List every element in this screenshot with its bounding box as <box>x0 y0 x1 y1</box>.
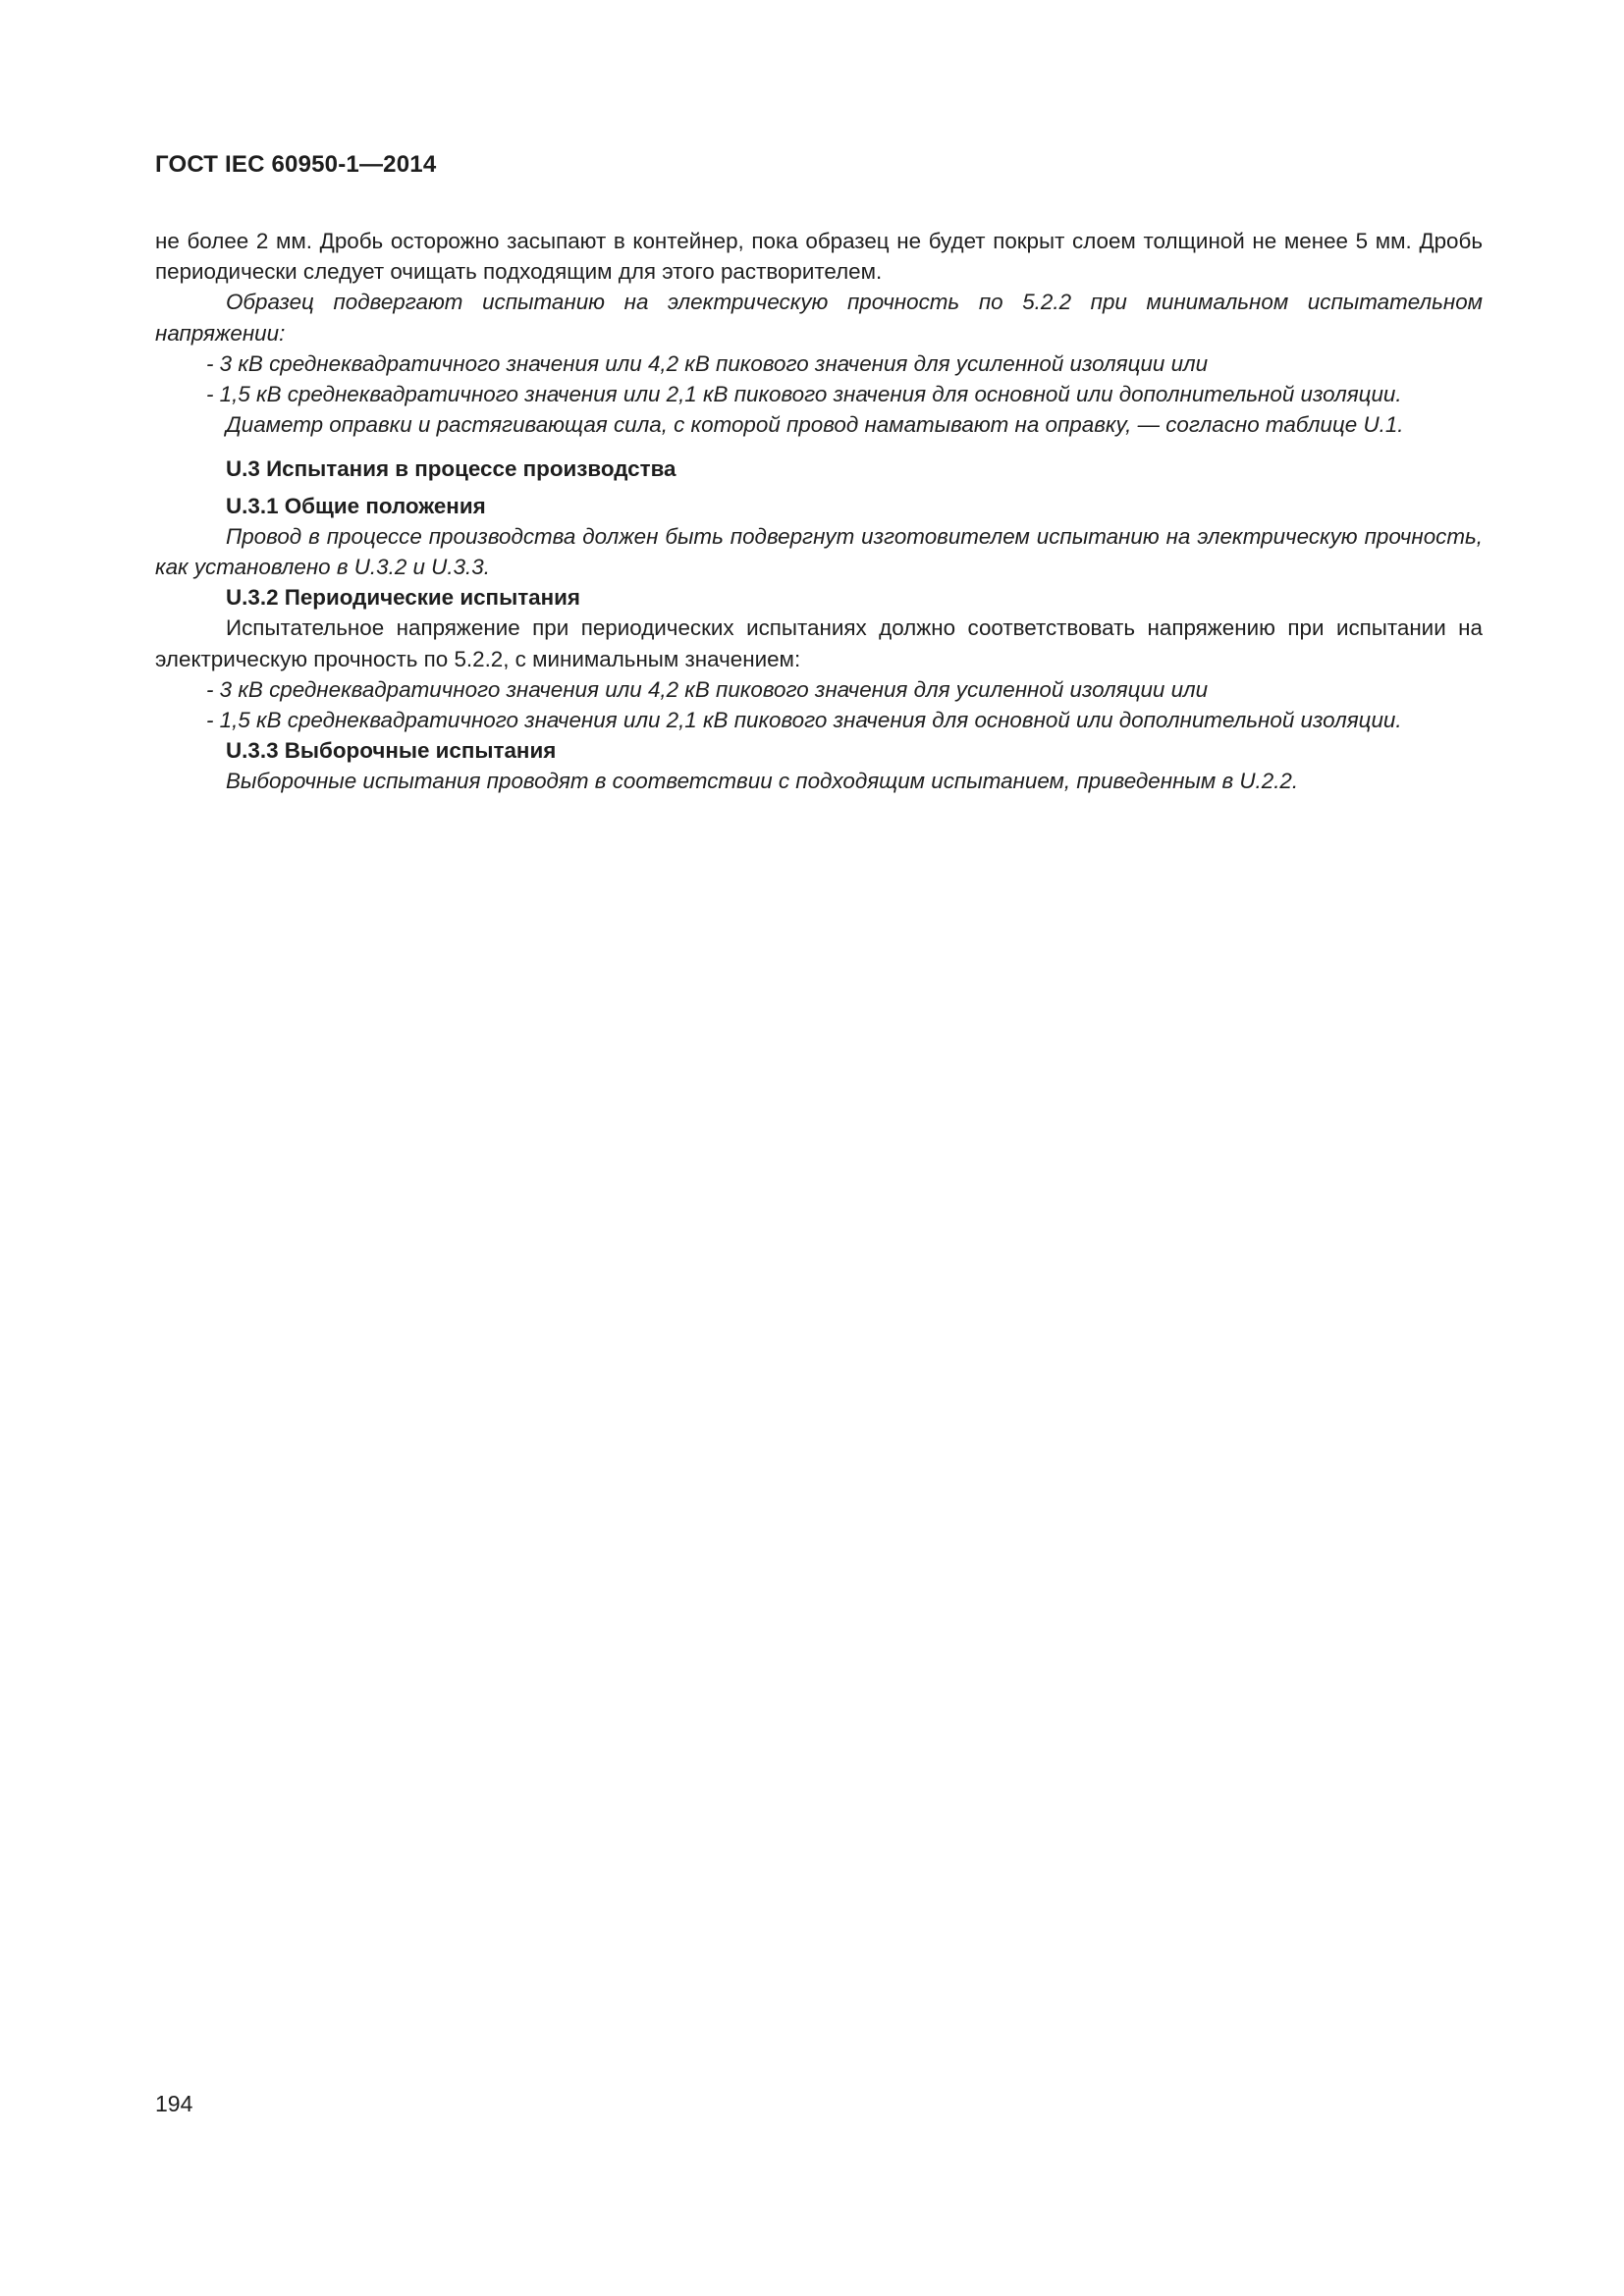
section-heading-u3-3: U.3.3 Выборочные испытания <box>226 738 557 764</box>
document-header: ГОСТ IEC 60950-1—2014 <box>155 151 437 178</box>
list-item-u3-2-basic: - 1,5 кВ среднеквадратичного значения или 2,1 кВ пикового значения для основной или дополнительной изоляции. <box>206 708 1402 733</box>
list-item-basic-insulation: - 1,5 кВ среднеквадратичного значения или 2,1 кВ пикового значения для основной или дополнительной изоляции. <box>206 382 1402 407</box>
paragraph-u3-1: Провод в процессе производства должен быть подвергнут изготовителем испытанию на электрическую прочность, как установлено в U.3.2 и U.3.3. <box>155 523 1483 580</box>
document-body <box>155 226 1483 797</box>
section-heading-u3-2: U.3.2 Периодические испытания <box>226 585 580 611</box>
paragraph-shot-description: не более 2 мм. Дробь осторожно засыпают в контейнер, пока образец не будет покрыт слоем толщиной не менее 5 мм. Дробь периодически следует очищать подходящим для этого растворителем. <box>155 229 1483 285</box>
paragraph-mandrel-diameter: Диаметр оправки и растягивающая сила, с которой провод наматывают на оправку, — согласно таблице U.1. <box>226 412 1404 438</box>
section-heading-u3-1: U.3.1 Общие положения <box>226 493 486 518</box>
paragraph-test-voltage: Образец подвергают испытанию на электрическую прочность по 5.2.2 при минимальном испытательном напряжении: <box>155 290 1483 346</box>
list-item-u3-2-reinforced: - 3 кВ среднеквадратичного значения или 4,2 кВ пикового значения для усиленной изоляции или <box>206 676 1209 702</box>
paragraph-u3-2: Испытательное напряжение при периодических испытаниях должно соответствовать напряжению при испытании на электрическую прочность по 5.2.2, с минимальным значением: <box>155 615 1483 671</box>
list-item-reinforced-insulation: - 3 кВ среднеквадратичного значения или 4,2 кВ пикового значения для усиленной изоляции или <box>206 350 1209 376</box>
paragraph-u3-3: Выборочные испытания проводят в соответствии с подходящим испытанием, приведенным в U.2.2. <box>226 769 1299 794</box>
page-number: 194 <box>155 2091 193 2116</box>
section-heading-u3: U.3 Испытания в процессе производства <box>226 456 677 482</box>
